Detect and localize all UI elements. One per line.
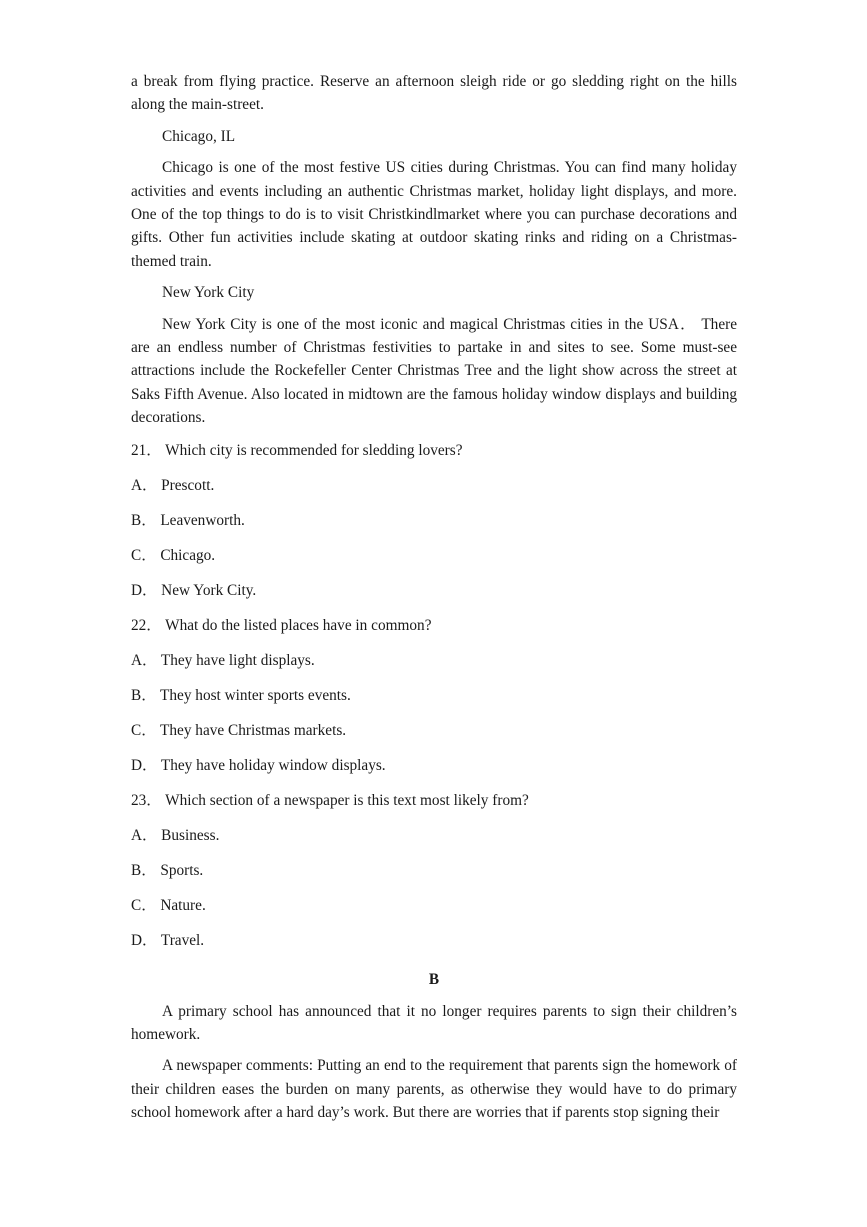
answer-option: A． Business. [131,826,220,844]
document-page [131,70,737,1125]
section-b-label: B [428,971,440,989]
answer-option: A． They have light displays. [131,651,315,669]
question-stem: 22． What do the listed places have in common? [131,616,432,634]
answer-option: D． Travel. [131,931,205,949]
new-york-paragraph: New York City is one of the most iconic and magical Christmas cities in the USA． There are an endless number of Christmas festivities to partake in and sites to see. Some must-see attractions include the Rockefeller Center Christmas Tree and the light show across the street at Saks Fifth Avenue. Also located in midtown are the famous holiday window displays and building decorations. [131,315,737,427]
answer-option: B． Leavenworth. [131,511,245,529]
answer-option: C． They have Christmas markets. [131,721,347,739]
new-york-heading: New York City [162,284,255,302]
chicago-paragraph: Chicago is one of the most festive US cities during Christmas. You can find many holiday activities and events including an authentic Christmas market, holiday light displays, and more. One of the top things to do is to visit Christkindlmarket where you can purchase decorations and gifts. Other fun activities include skating at outdoor skating rinks and riding on a Christmas-themed train. [131,159,737,270]
answer-option: B． They host winter sports events. [131,686,351,704]
passage-a-intro-tail: a break from flying practice. Reserve an afternoon sleigh ride or go sledding right on the hills along the main-street. [131,73,737,114]
question-21 [131,439,737,602]
answer-option: D． They have holiday window displays. [131,756,386,774]
question-stem: 21． Which city is recommended for sledding lovers? [131,441,463,459]
question-23 [131,789,737,952]
answer-option: C． Chicago. [131,546,216,564]
passage-b-paragraph-1: A primary school has announced that it no longer requires parents to sign their children’s homework. [131,1002,737,1043]
passage-b-paragraph-2: A newspaper comments: Putting an end to the requirement that parents sign the homework of their children eases the burden on many parents, as otherwise they would have to do primary school homework after a hard day’s work. But there are worries that if parents stop signing their [131,1057,737,1122]
answer-option: D． New York City. [131,581,257,599]
answer-option: C． Nature. [131,896,206,914]
answer-option: B． Sports. [131,861,204,879]
answer-option: A． Prescott. [131,476,215,494]
question-22 [131,614,737,777]
chicago-heading: Chicago, IL [162,127,236,145]
question-stem: 23． Which section of a newspaper is this text most likely from? [131,791,529,809]
